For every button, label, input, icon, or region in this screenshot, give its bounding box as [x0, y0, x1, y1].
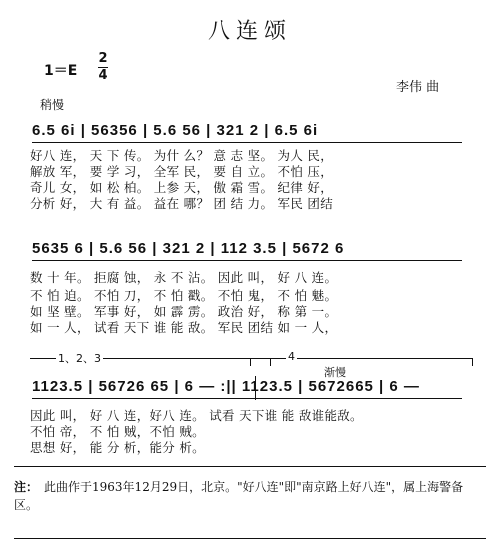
tempo-marking: 稍慢: [40, 98, 65, 112]
footnote: [14, 478, 486, 514]
system-1-notes: 6.5 6i | 56356 | 5.6 56 | 321 2 | 6.5 6i: [32, 122, 319, 139]
time-signature: [98, 52, 108, 83]
tempo-marking-2: 渐慢: [324, 366, 346, 379]
system-3-notes: 1123.5 | 56726 65 | 6 — :|| 1123.5 | 5672665 | 6 —: [32, 378, 420, 395]
system-1-lyric-4: 分析 好， 大 有 益。 益在 哪？ 团 结 力。 军民 团结: [30, 196, 334, 211]
time-signature-bottom: 4: [98, 68, 108, 83]
page-bottom-rule: [14, 538, 486, 539]
system-3-beam: [32, 398, 462, 399]
repeat-bar: [255, 376, 256, 400]
footnote-text: 此曲作于1963年12月29日，北京。"好八连"即"南京路上好八连"，属上海警备区。: [14, 480, 464, 512]
volta-2-line: [250, 358, 472, 359]
time-signature-top: 2: [98, 51, 108, 66]
volta-1-end: [270, 358, 271, 366]
system-2-lyric-1: 数 十 年。 拒腐 蚀， 永 不 沾。 因此 叫， 好 八 连。: [30, 270, 338, 285]
system-3-lyric-3: 思想 好， 能 分 析，能分 析。: [30, 440, 205, 455]
footnote-divider: [14, 466, 486, 467]
footnote-label: 注：: [14, 480, 39, 494]
volta-2-label: 4: [288, 350, 295, 363]
system-1-lyric-3: 奇儿 女， 如 松 柏。 上参 天， 傲 霜 雪。 纪律 好，: [30, 180, 334, 195]
system-1-beam: [32, 142, 462, 143]
song-title: 八连颂: [207, 19, 292, 44]
system-1-lyric-2: 解放 军， 要 学 习， 全军 民， 要 自 立。 不怕 压，: [30, 164, 334, 179]
system-3-lyric-1: 因此 叫， 好 八 连，好八 连。 试看 天下谁 能 敌谁能敌。: [30, 408, 363, 423]
system-2-beam: [32, 260, 462, 261]
system-2-lyric-4: 如 一 人， 试看 天下 谁 能 敌。 军民 团结 如 一 人，: [30, 320, 338, 335]
system-2-lyric-3: 如 坚 壁。 军事 好， 如 霹 雳。 政治 好， 称 第 一。: [30, 304, 338, 319]
volta-2-end: [472, 358, 473, 366]
volta-1-label: 1、2、3: [58, 352, 101, 365]
key-signature: 1＝E: [44, 63, 78, 79]
system-2-notes: 5635 6 | 5.6 56 | 321 2 | 112 3.5 | 5672 6: [32, 240, 345, 257]
volta-2-start: [250, 358, 251, 366]
system-2-lyric-2: 不 怕 迫。 不怕 刀， 不 怕 戳。 不怕 鬼， 不 怕 魅。: [30, 288, 338, 303]
composer-credit: 李伟 曲: [396, 80, 440, 95]
system-3-lyric-2: 不怕 帝， 不 怕 贼，不怕 贼。: [30, 424, 205, 439]
system-1-lyric-1: 好八 连， 天 下 传。 为什 么？ 意 志 坚。 为人 民，: [30, 148, 334, 163]
